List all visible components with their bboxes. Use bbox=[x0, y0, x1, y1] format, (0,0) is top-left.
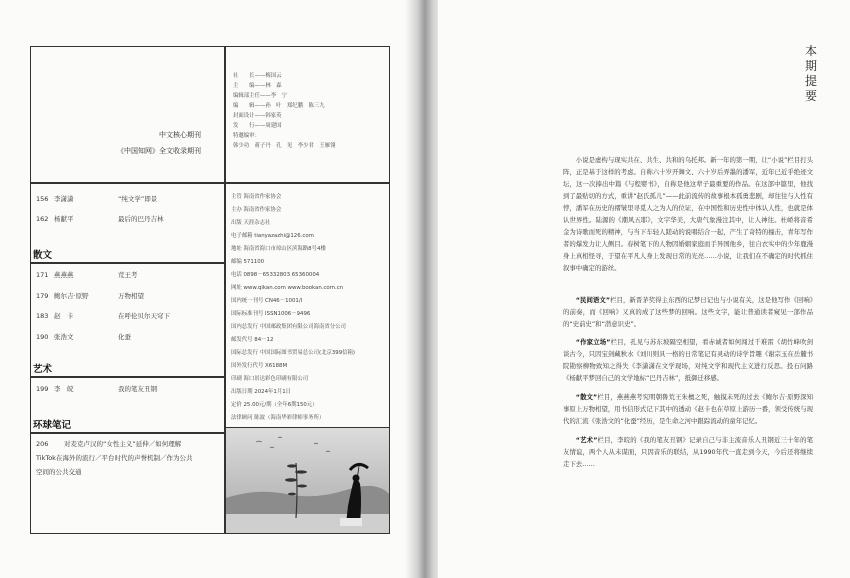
section-heading-art: 艺术 bbox=[33, 364, 53, 375]
pub-info-line: 邮编 571100 bbox=[231, 259, 265, 265]
toc-title[interactable]: 最后的巴丹吉林 bbox=[118, 215, 164, 223]
toc-title[interactable]: 在呼伦贝尔天穹下 bbox=[118, 312, 170, 320]
paragraph-text: 栏目，燕燕燕考究明朝鲁荒王朱檀之死，触摸未死的过去《鲍尔吉·原野深知事原上万物相望，用书信形式记下其中的透动《赵卡也在草原上游历一番，领受传统与现代的汇流《张浩文的“化蚕”经历，是生命之河中跟踪流动的童年记忆。 bbox=[563, 393, 813, 425]
pub-info-line: 国内统一刊号 CN46－1001/I bbox=[231, 298, 303, 304]
art-divider bbox=[30, 376, 225, 378]
toc-global-line[interactable]: 对麦克卢汉的“女性主义”延伸／如何理解 bbox=[64, 440, 182, 448]
toc-author: 李潇潇 bbox=[54, 195, 74, 203]
section-heading-essay: 散文 bbox=[33, 250, 53, 261]
staff-line: 韩少功 蒋子丹 孔 见 李少君 王雁翎 bbox=[233, 143, 336, 149]
staff-line: 发 行——周建国 bbox=[233, 123, 282, 129]
summary-title-char: 本 bbox=[805, 44, 818, 58]
toc-author: 杨献平 bbox=[54, 215, 74, 223]
summary-title-char: 期 bbox=[805, 59, 818, 73]
toc-title[interactable]: 我的笔友丑钢 bbox=[118, 385, 157, 393]
left-page bbox=[0, 0, 412, 578]
pub-info-line: 邮发代号 84－12 bbox=[231, 337, 274, 343]
pub-info-line: 国际总发行 中国国际图书贸易总公司(北京399信箱) bbox=[231, 350, 356, 356]
pub-info-line: 国内总发行 中国邮政集团有限公司海南省分公司 bbox=[231, 324, 346, 330]
summary-paragraph bbox=[563, 294, 813, 330]
toc-title[interactable]: 化蚕 bbox=[118, 333, 131, 341]
summary-title-char: 要 bbox=[805, 89, 818, 103]
toc-page: 162 bbox=[36, 215, 49, 223]
pub-info-line: 主管 海南省作家协会 bbox=[231, 194, 282, 200]
global-divider bbox=[30, 432, 225, 434]
toc-author: 李 皖 bbox=[54, 385, 74, 393]
toc-author: 燕燕燕 bbox=[54, 271, 74, 279]
paragraph-text: 小说是虚构与现实共在、共生、共和的乌托邦。新一年的第一期，让“小说”栏目打头阵，正是基于这样的考虑。自称六十岁开舞文、六十岁后弄墨的潘军，近年已近乎绝迹文坛，这一次捧出中篇《与程婴书》，自称是他这辈子最重要的作品。在这部中篇里，他找到了最贴切的方式，重讲“赵氏孤儿”——此前流传的故事根本孤勇悲剧，却往往与人性有悖，潘军在历史的褶皱里寻觅人之为人的位证，在中国性和历史性中体认人性，也就是体认世界性。陆源的《潮风五耶》，文字华美，大唐气象漫注其中，让人神往。杜峤将音希金为诗歌而死的精神，与当下车轻人蹉动的说唱结合一起，产生了奇特的撞击，青年写作者的爆发力让人侧目。春树笔下的人物因婚姻家庭而手异国他乡，往自衣实中的少年鹿漫身上真相怪寻，于望在平凡人身上发现日常的光亮……小说，让我们在不确定的时代抓住叙事中确定的游丝。 bbox=[563, 156, 813, 272]
paragraph-lead: “民间语文” bbox=[575, 296, 611, 304]
pub-info-line: 出版日期 2024年1月1日 bbox=[231, 389, 292, 395]
summary-paragraph bbox=[563, 434, 813, 470]
staff-line: 社 长——梅国云 bbox=[233, 73, 282, 79]
toc-title[interactable]: 万物相望 bbox=[118, 292, 144, 300]
staff-line: 编 辑——孙 叶 郑纪鹏 陈三九 bbox=[233, 103, 325, 109]
toc-page: 179 bbox=[36, 292, 49, 300]
toc-page: 171 bbox=[36, 271, 49, 279]
staff-line: 主 编——林 森 bbox=[233, 83, 282, 89]
core-journal-label: 中文核心期刊 bbox=[159, 131, 201, 139]
toc-title[interactable]: “纯文学”即景 bbox=[118, 195, 158, 203]
summary-paragraph bbox=[563, 336, 813, 384]
toc-page: 199 bbox=[36, 385, 49, 393]
staff-line: 编辑部主任——李 宁 bbox=[233, 93, 287, 99]
toc-page: 190 bbox=[36, 333, 49, 341]
pub-info-line: 电子邮箱 tianyazazhi@126.com bbox=[231, 233, 314, 239]
toc-author: 赵 卡 bbox=[54, 312, 74, 320]
toc-global-line[interactable]: 空间的公共交通 bbox=[36, 468, 82, 476]
toc-page: 206 bbox=[36, 440, 49, 448]
cover-photo bbox=[226, 428, 389, 533]
toc-page: 183 bbox=[36, 312, 49, 320]
summary-title-char: 提 bbox=[805, 74, 818, 88]
essay-divider bbox=[30, 262, 225, 264]
paragraph-lead: “散文” bbox=[575, 393, 598, 401]
pub-info-line: 法律顾问 陈波（海南华彩律师事务所） bbox=[231, 415, 325, 421]
paragraph-lead: “作家立场” bbox=[575, 338, 611, 346]
paragraph-text: 栏目，孔见与苏东坡隔空相望，看赤诚者如何闯过千难雷《胡竹峰吹剑谈古今，只因宝剑藏秋水《刘川则具一格的日常笔记有灵动的诗学旨趣《谢宗玉在岳麓书院勘察柳物致知之得失《李潇潇在文学现场，对纯文学和现代主义进行反思。投石问路《杨献平梦回自己的文学地标“巴丹吉林”，抵御迁移感。 bbox=[563, 338, 814, 382]
pub-info-line: 电话 0898－65332803 65360004 bbox=[231, 272, 320, 278]
toc-page: 156 bbox=[36, 195, 49, 203]
toc-title[interactable]: 荒王考 bbox=[118, 271, 138, 279]
toc-author: 张浩文 bbox=[54, 333, 74, 341]
section-heading-global: 环球笔记 bbox=[33, 420, 72, 431]
right-page bbox=[438, 0, 850, 578]
paragraph-lead: “艺术” bbox=[575, 436, 598, 444]
pub-info-line: 定价 25.00元/期（全年6期150元） bbox=[231, 402, 318, 408]
staff-line: 特邀编审： bbox=[233, 133, 260, 139]
pub-info-line: 出版 天涯杂志社 bbox=[231, 220, 271, 226]
staff-line: 封面设计——韩家英 bbox=[233, 113, 282, 119]
summary-title bbox=[805, 44, 817, 104]
pub-info-line: 主办 海南省作家协会 bbox=[231, 207, 282, 213]
paragraph-text: 栏目，新晋茅奖得主东西的记梦日记也与小说有关，这是他写作《回响》的前奏，而《回响》又真的成了这些梦的回响。这些文字，能让普通读者窥见一部作品的“史前史”和“潜意识史”。 bbox=[563, 296, 813, 328]
pub-info-line: 网址 www.qikan.com www.bookan.com.cn bbox=[231, 285, 344, 291]
cnki-label: 《中国知网》全文收录期刊 bbox=[117, 147, 201, 155]
pub-info-line: 国外发行代号 X6188M bbox=[231, 363, 288, 369]
toc-author: 鲍尔吉·原野 bbox=[54, 292, 89, 300]
pub-info-line: 印刷 海口景达彩色印刷有限公司 bbox=[231, 376, 309, 382]
summary-paragraph bbox=[563, 154, 813, 274]
pub-info-line: 国际标准刊号 ISSN1006－9496 bbox=[231, 311, 311, 317]
toc-global-line[interactable]: TikTok在海外的流行／平台时代的声誉机制／作为公共 bbox=[36, 454, 193, 462]
masthead-divider bbox=[30, 182, 390, 184]
paragraph-text: 栏目，李皖的《我的笔友丑钢》记录自己与非主流音乐人丑钢近三十年的笔友情谊，两个人从未谋面，只因音乐的联结，从1990年代一直走到今天，今后还将继续走下去…… bbox=[563, 436, 813, 468]
pub-info-line: 地址 海南省海口市琼山区滨海路8号4楼 bbox=[231, 246, 326, 252]
summary-paragraph bbox=[563, 391, 813, 427]
